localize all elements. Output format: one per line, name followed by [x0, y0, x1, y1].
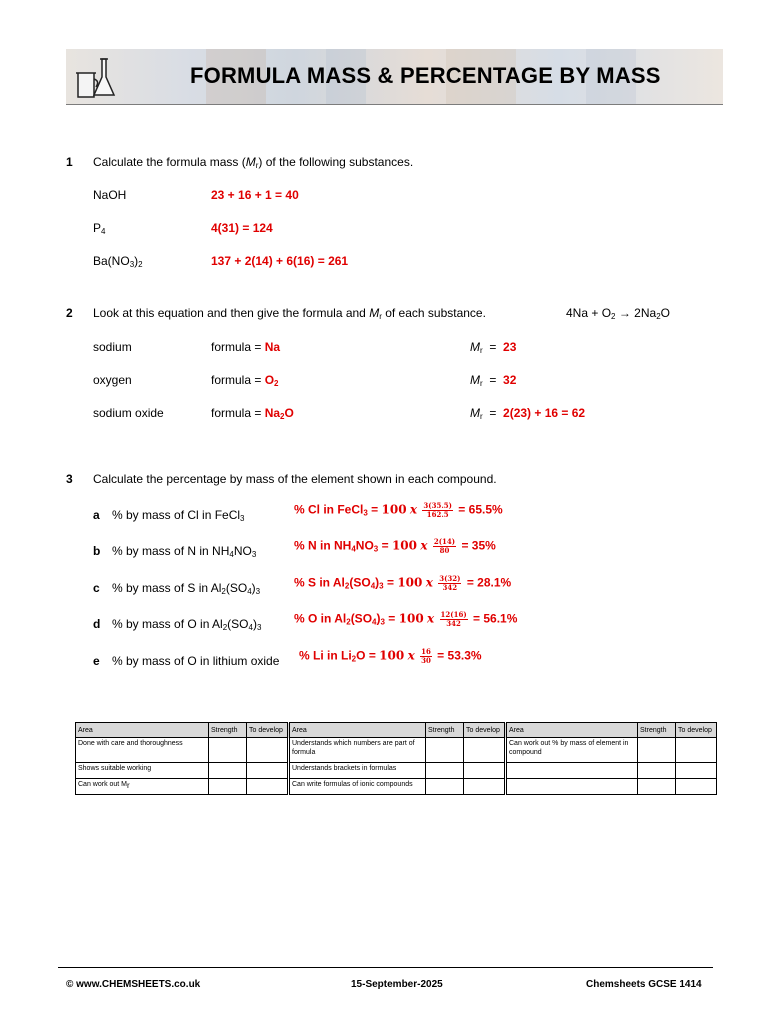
table-cell: Understands which numbers are part of formula: [290, 738, 426, 763]
q3-part-question: % by mass of N in $NH_4NO_3$: [112, 544, 257, 559]
part-letter: a: [93, 508, 100, 522]
chemical-equation: $4Na + O_2 \to 2Na_2O$: [566, 306, 670, 321]
q3-part-question: % by mass of S in $Al_2(SO_4)_3$: [112, 581, 261, 596]
question-number-2: 2: [66, 306, 73, 320]
table-cell: Shows suitable working: [76, 763, 209, 779]
q1-answer: 4(31) = 124: [211, 221, 273, 235]
q3-part-question: % by mass of O in lithium oxide: [112, 654, 280, 668]
strength-cell[interactable]: [209, 738, 247, 763]
strength-cell[interactable]: [638, 763, 676, 779]
table-row: [76, 738, 717, 763]
table-cell: Can work out % by mass of element in compound: [507, 738, 638, 763]
to-develop-cell[interactable]: [247, 763, 288, 779]
header-strength: Strength: [638, 723, 676, 738]
lab-glassware-icon: [72, 53, 118, 101]
q2-mr: $M_r = 23$: [470, 340, 517, 355]
part-letter: b: [93, 544, 101, 558]
q2-formula: formula = $Na_2O$: [211, 406, 294, 421]
question-3-prompt: Calculate the percentage by mass of the element shown in each compound.: [93, 472, 497, 486]
footer-divider: [58, 967, 713, 968]
strength-cell[interactable]: [426, 738, 464, 763]
header-area: Area: [507, 723, 638, 738]
header-to-develop: To develop: [464, 723, 505, 738]
to-develop-cell[interactable]: [464, 779, 505, 795]
q2-formula: formula = $O_2$: [211, 373, 279, 388]
question-2-prompt: Look at this equation and then give the formula and $M_r$ of each substance.: [93, 306, 486, 321]
page-title: FORMULA MASS & PERCENTAGE BY MASS: [190, 63, 661, 88]
q3-part-answer: % Cl in FeCl$_3$ = 100 x $\frac{3(35.5)}{162.5}$ = 65.5%: [294, 501, 503, 519]
q1-substance-label: $P_4$: [93, 221, 106, 236]
to-develop-cell[interactable]: [676, 763, 717, 779]
table-row: [76, 763, 717, 779]
header-divider: [66, 104, 723, 105]
q3-part-answer: % O in $Al_2(SO_4)_3 = 100$ x $\frac{12(16)}{342}$ = 56.1%: [294, 610, 518, 628]
q2-mr: $M_r = 32$: [470, 373, 517, 388]
q3-part-question: % by mass of O in $Al_2(SO_4)_3$: [112, 617, 262, 632]
header-strength: Strength: [209, 723, 247, 738]
strength-cell[interactable]: [638, 738, 676, 763]
q1-answer: 137 + 2(14) + 6(16) = 261: [211, 254, 349, 268]
table-cell: [507, 763, 638, 779]
to-develop-cell[interactable]: [676, 738, 717, 763]
strength-cell[interactable]: [638, 779, 676, 795]
q3-part-answer: % Li in $Li_2O = 100$ x $\frac{16}{30}$ = 53.3%: [299, 647, 482, 665]
fraction: $\frac{2(14)}{80}$: [433, 537, 456, 555]
strength-cell[interactable]: [426, 763, 464, 779]
question-number-1: 1: [66, 155, 73, 169]
q1-substance-label: NaOH: [93, 188, 127, 202]
part-letter: e: [93, 654, 100, 668]
strength-cell[interactable]: [209, 763, 247, 779]
table-cell: Done with care and thoroughness: [76, 738, 209, 763]
q2-mr: $M_r = 2(23) + 16 = 62$: [470, 406, 586, 421]
header-area: Area: [290, 723, 426, 738]
q3-part-answer: % S in $Al_2(SO_4)_3 = 100$ x $\frac{3(32)}{342}$ = 28.1%: [294, 574, 512, 592]
q3-part-question: % by mass of Cl in FeCl$_3$: [112, 508, 245, 523]
fraction: $\frac{3(32)}{342}$: [439, 574, 461, 592]
q1-answer: 23 + 16 + 1 = 40: [211, 188, 299, 202]
to-develop-cell[interactable]: [464, 738, 505, 763]
part-letter: d: [93, 617, 101, 631]
q1-substance-label: $Ba(NO_3)_2$: [93, 254, 143, 269]
table-cell: Can work out $M_r$: [76, 779, 209, 795]
fraction: $\frac{3(35.5)}{162.5}$: [423, 501, 452, 519]
q2-substance-name: sodium: [93, 340, 132, 354]
q2-substance-name: oxygen: [93, 373, 132, 387]
header-area: Area: [76, 723, 209, 738]
fraction: $\frac{16}{30}$: [421, 647, 431, 665]
q3-part-answer: % N in $NH_4NO_3 = 100$ x $\frac{2(14)}{80}$ = 35%: [294, 537, 496, 555]
to-develop-cell[interactable]: [247, 738, 288, 763]
header-to-develop: To develop: [247, 723, 288, 738]
footer-date: 15-September-2025: [351, 979, 443, 990]
footer-sheet-id: Chemsheets GCSE 1414: [586, 979, 702, 990]
fraction: $\frac{12(16)}{342}$: [440, 610, 467, 628]
table-cell: Can write formulas of ionic compounds: [290, 779, 426, 795]
footer-website[interactable]: © www.CHEMSHEETS.co.uk: [66, 979, 201, 990]
question-1-prompt: Calculate the formula mass $(M_r)$ of the following substances.: [93, 155, 414, 170]
to-develop-cell[interactable]: [676, 779, 717, 795]
header-to-develop: To develop: [676, 723, 717, 738]
strength-cell[interactable]: [209, 779, 247, 795]
table-row: [76, 779, 717, 795]
table-cell: Understands brackets in formulas: [290, 763, 426, 779]
q2-substance-name: sodium oxide: [93, 406, 164, 420]
question-number-3: 3: [66, 472, 73, 486]
header-strength: Strength: [426, 723, 464, 738]
table-header-row: [76, 723, 717, 738]
q2-formula: formula = Na: [211, 340, 281, 354]
to-develop-cell[interactable]: [247, 779, 288, 795]
to-develop-cell[interactable]: [464, 763, 505, 779]
table-cell: [507, 779, 638, 795]
strength-cell[interactable]: [426, 779, 464, 795]
part-letter: c: [93, 581, 100, 595]
self-assessment-table: [75, 722, 717, 795]
